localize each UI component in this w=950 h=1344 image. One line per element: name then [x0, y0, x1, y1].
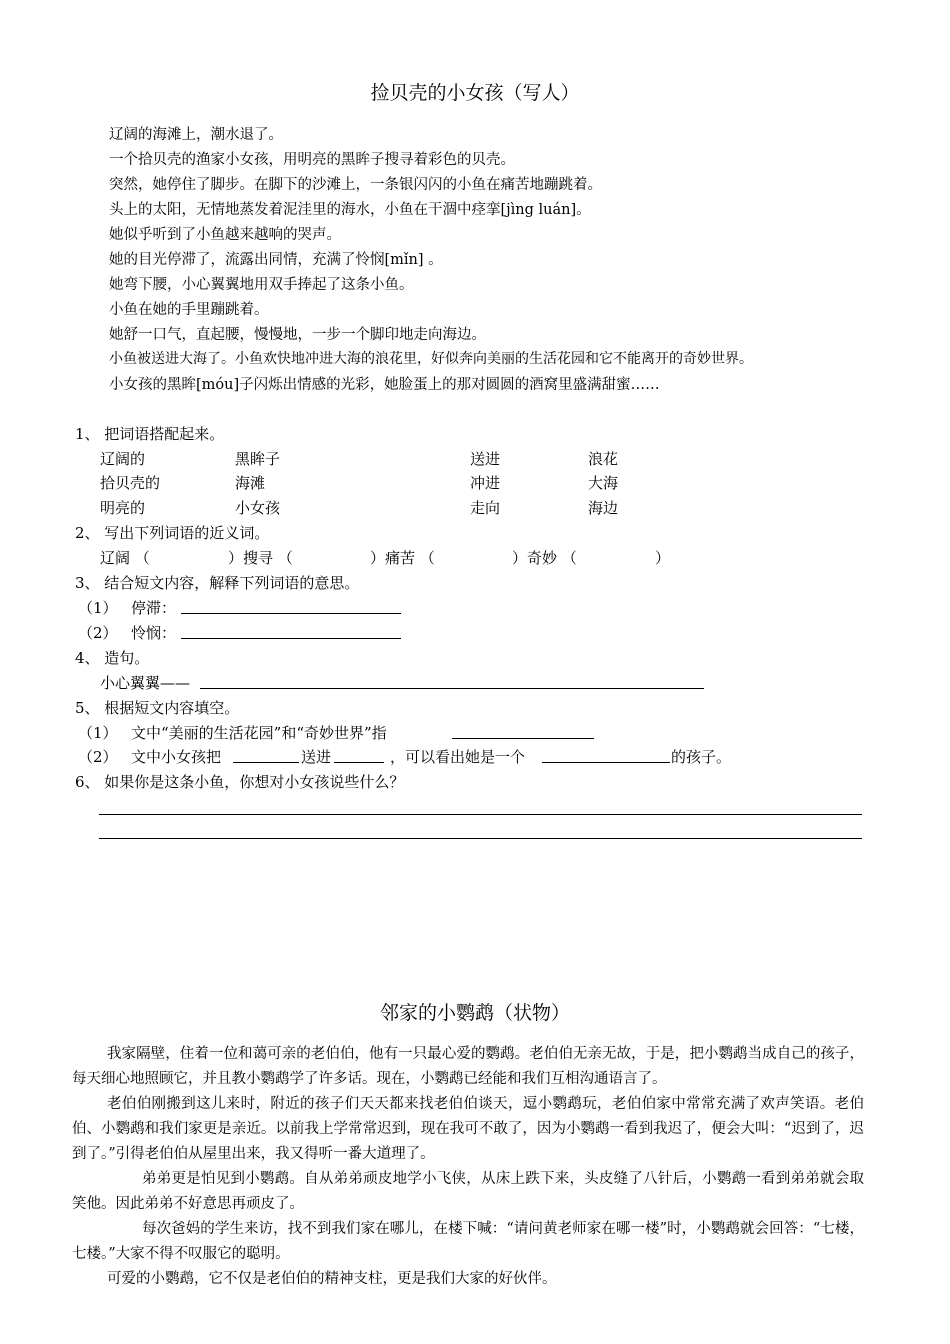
q1-col2-word: 小女孩	[235, 499, 281, 517]
q1-col3-word: 走向	[470, 499, 501, 517]
q5-sub1-answer-line[interactable]	[452, 738, 594, 739]
story1-line: 她的目光停滞了，流露出同情，充满了怜悯[mǐn] 。	[109, 252, 443, 268]
q2-synonym-item: ）搜寻 （	[228, 549, 293, 567]
q4-prompt: 小心翼翼——	[100, 674, 191, 692]
question-1-label: 1、 把词语搭配起来。	[75, 425, 225, 443]
story2-paragraph: 每次爸妈的学生来访，找不到我们家在哪儿，在楼下喊：“请问黄老师家在哪一楼”时，小鹦鹉就会回答：“七楼，七楼。”大家不得不叹服它的聪明。	[72, 1221, 864, 1262]
q3-sub2-number: （2）	[78, 624, 118, 642]
q1-col4-word: 大海	[588, 474, 619, 492]
story1-line: 一个拾贝壳的渔家小女孩，用明亮的黑眸子搜寻着彩色的贝壳。	[109, 152, 515, 168]
q1-col3-word: 冲进	[470, 474, 501, 492]
story2-body	[72, 1042, 864, 1292]
story2-paragraph: 弟弟更是怕见到小鹦鹉。自从弟弟顽皮地学小飞侠，从床上跌下来，头皮缝了八针后，小鹦鹉一看到弟弟就会取笑他。因此弟弟不好意思再顽皮了。	[72, 1171, 864, 1212]
q5-sub2-text-c: ，可以看出她是一个	[390, 748, 526, 766]
q5-sub2-text-b: 送进	[301, 748, 332, 766]
q1-col4-word: 浪花	[588, 450, 619, 468]
q1-col1-word: 辽阔的	[100, 450, 146, 468]
story2-title: 邻家的小鹦鹉（状物）	[379, 1002, 570, 1024]
q5-sub2-text-d: 的孩子。	[671, 748, 732, 766]
q1-col4-word: 海边	[588, 499, 619, 517]
q2-synonym-item: ）痛苦 （	[370, 549, 435, 567]
q5-sub2-blank-1[interactable]	[233, 762, 299, 763]
q1-col2-word: 海滩	[235, 474, 266, 492]
q1-col1-word: 明亮的	[100, 499, 146, 517]
q4-answer-line[interactable]	[200, 688, 704, 689]
question-2-label: 2、 写出下列词语的近义词。	[75, 524, 270, 542]
q2-synonym-item: 辽阔 （	[100, 549, 150, 567]
story1-line: 辽阔的海滩上，潮水退了。	[109, 127, 283, 143]
story1-line: 突然，她停住了脚步。在脚下的沙滩上，一条银闪闪的小鱼在痛苦地蹦跳着。	[109, 177, 602, 193]
q6-answer-line[interactable]	[99, 838, 862, 839]
question-6-label: 6、 如果你是这条小鱼，你想对小女孩说些什么？	[75, 773, 405, 791]
q6-answer-line[interactable]	[99, 814, 862, 815]
q3-sub1-answer-line[interactable]	[181, 613, 401, 614]
story2-paragraph: 我家隔壁，住着一位和蔼可亲的老伯伯，他有一只最心爱的鹦鹉。老伯伯无亲无故，于是，把小鹦鹉当成自己的孩子，每天细心地照顾它，并且教小鹦鹉学了许多话。现在，小鹦鹉已经能和我们互相沟通语言了。	[72, 1046, 864, 1087]
story1-title: 捡贝壳的小女孩（写人）	[370, 82, 580, 104]
q5-sub2-number: （2）	[78, 748, 118, 766]
q5-sub1-text: 文中“美丽的生活花园”和“奇妙世界”指	[131, 724, 387, 742]
q2-synonym-item: ）奇妙 （	[512, 549, 577, 567]
q1-col3-word: 送进	[470, 450, 501, 468]
question-5-label: 5、 根据短文内容填空。	[75, 699, 240, 717]
story1-line: 她弯下腰，小心翼翼地用双手捧起了这条小鱼。	[109, 277, 414, 293]
question-4-label: 4、 造句。	[75, 649, 150, 667]
q3-sub1-word: 停滞：	[131, 599, 177, 617]
q3-sub2-word: 怜悯：	[131, 624, 177, 642]
story1-line: 小鱼在她的手里蹦跳着。	[109, 302, 269, 318]
story1-line: 她舒一口气，直起腰，慢慢地，一步一个脚印地走向海边。	[109, 327, 486, 343]
q5-sub2-blank-2[interactable]	[334, 762, 384, 763]
story2-paragraph: 老伯伯刚搬到这儿来时，附近的孩子们天天都来找老伯伯谈天，逗小鹦鹉玩，老伯伯家中常常充满了欢声笑语。老伯伯、小鹦鹉和我们家更是亲近。以前我上学常常迟到，现在我可不敢了，因为小鹦鹉一看到我迟了，便会大叫：“迟到了，迟到了。”引得老伯伯从屋里出来，我又得听一番大道理了。	[72, 1096, 864, 1162]
q5-sub1-number: （1）	[78, 724, 118, 742]
q2-synonym-item: ）	[655, 549, 671, 567]
q3-sub2-answer-line[interactable]	[181, 638, 401, 639]
question-3-label: 3、 结合短文内容，解释下列词语的意思。	[75, 574, 360, 592]
q1-col1-word: 拾贝壳的	[100, 474, 161, 492]
q5-sub2-blank-3[interactable]	[542, 762, 670, 763]
q1-col2-word: 黑眸子	[235, 450, 281, 468]
story1-line: 头上的太阳，无情地蒸发着泥洼里的海水，小鱼在干涸中痉挛[jìng luán]。	[109, 202, 591, 218]
story1-line: 小女孩的黑眸[móu]子闪烁出情感的光彩，她脸蛋上的那对圆圆的酒窝里盛满甜蜜……	[109, 377, 660, 393]
story2-paragraph: 可爱的小鹦鹉，它不仅是老伯伯的精神支柱，更是我们大家的好伙伴。	[107, 1271, 557, 1287]
q3-sub1-number: （1）	[78, 599, 118, 617]
q5-sub2-text-a: 文中小女孩把	[131, 748, 222, 766]
story1-line: 小鱼被送进大海了。小鱼欢快地冲进大海的浪花里，好似奔向美丽的生活花园和它不能离开的奇妙世界。	[109, 351, 753, 367]
story1-line: 她似乎听到了小鱼越来越响的哭声。	[109, 227, 341, 243]
